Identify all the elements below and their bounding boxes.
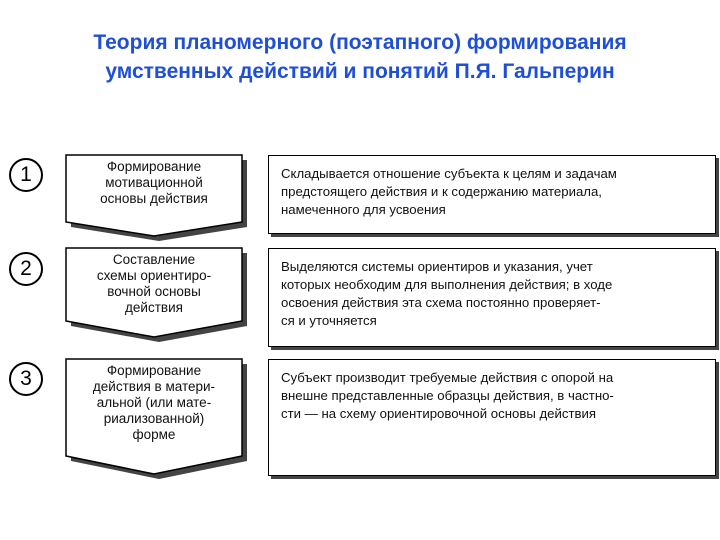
stage-1-name-line: мотивационной [105, 175, 203, 190]
stage-1-description-line: предстоящего действия и к содержанию материала, [281, 184, 602, 199]
page-title [0, 28, 720, 86]
stage-2-name [70, 252, 238, 316]
stage-1-name-line: основы действия [100, 191, 208, 206]
stage-2-number: 2 [9, 252, 43, 286]
stage-3-name-line: риализованной) [103, 411, 205, 426]
stage-3-name-line: действия в матери- [92, 379, 216, 394]
stage-3-number: 3 [9, 362, 43, 396]
stage-2-description-line: освоения действия эта схема постоянно проверяет- [281, 295, 601, 310]
stage-2-description-line: которых необходим для выполнения действия; в ходе [281, 277, 613, 292]
stage-1-description [268, 155, 716, 234]
stage-1-description-line: намеченного для усвоения [281, 202, 446, 217]
stage-3-description-line: сти — на схему ориентировочной основы действия [281, 406, 597, 421]
stage-2-description [268, 248, 716, 347]
page-title-line-2: умственных действий и понятий П.Я. Гальперин [105, 60, 615, 83]
stage-2-name-line: схемы ориентиро- [96, 268, 212, 283]
stage-2-arrow-box [64, 246, 250, 346]
stage-1-name-line: Формирование [106, 159, 202, 174]
stage-2-description-line: Выделяются системы ориентиров и указания, учет [281, 259, 593, 274]
stage-2-name-line: действия [125, 300, 183, 315]
stage-3-name-line: альной (или мате- [96, 395, 212, 410]
stage-1-description-line: Складывается отношение субъекта к целям и задачам [281, 166, 617, 181]
stage-3-arrow-box [64, 357, 250, 483]
stage-3-name [70, 363, 238, 443]
stage-3-name-line: Формирование [106, 363, 202, 378]
stage-2-description-line: ся и уточняется [281, 313, 377, 328]
stage-1-arrow-box [64, 153, 250, 243]
stage-2-name-line: вочной основы [107, 284, 201, 299]
stage-3-description [268, 359, 716, 476]
stage-3-name-line: форме [132, 427, 176, 442]
stage-1-number: 1 [9, 158, 43, 192]
stage-3-description-line: внешне представленные образцы действия, в частно- [281, 388, 614, 403]
stage-3-description-line: Субъект производит требуемые действия с опорой на [281, 370, 614, 385]
stage-2-name-line: Составление [112, 252, 196, 267]
page-title-line-1: Теория планомерного (поэтапного) формирования [93, 31, 627, 54]
stage-1-name [70, 159, 238, 207]
